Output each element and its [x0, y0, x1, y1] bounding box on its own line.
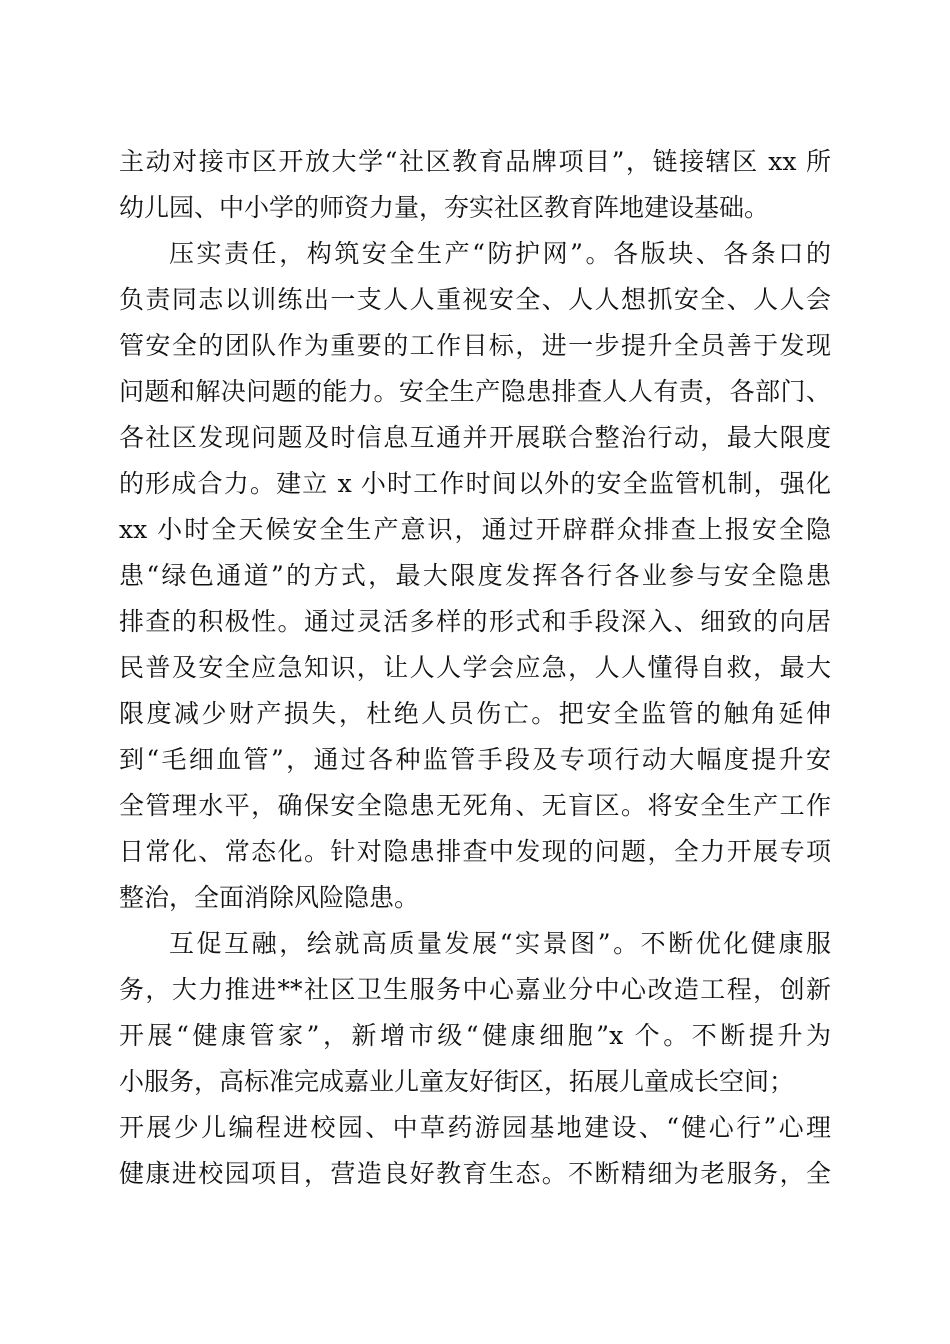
text-line-13: 限度减少财产损失，杜绝人员伤亡。把安全监管的触角延伸: [119, 699, 831, 728]
text-line-15: 全管理水平，确保安全隐患无死角、无盲区。将安全生产工作: [119, 791, 831, 820]
text-line-10: 患“绿色通道”的方式，最大限度发挥各行各业参与安全隐患: [119, 561, 831, 590]
text-line-2: 幼儿园、中小学的师资力量，夯实社区教育阵地建设基础。: [119, 193, 770, 222]
text-line-5: 管安全的团队作为重要的工作目标，进一步提升全员善于发现: [119, 331, 831, 360]
text-line-8: 的形成合力。建立 x 小时工作时间以外的安全监管机制，强化: [119, 469, 831, 498]
text-line-4: 负责同志以训练出一支人人重视安全、人人想抓安全、人人会: [119, 285, 831, 314]
text-line-9: xx 小时全天候安全生产意识，通过开辟群众排查上报安全隐: [119, 515, 831, 544]
text-line-22: 开展少儿编程进校园、中草药游园基地建设、“健心行”心理: [119, 1113, 831, 1142]
text-line-17: 整治，全面消除风险隐患。: [119, 883, 420, 912]
text-line-23: 健康进校园项目，营造良好教育生态。不断精细为老服务，全: [119, 1159, 831, 1188]
text-line-1: 主动对接市区开放大学“社区教育品牌项目”，链接辖区 xx 所: [119, 147, 831, 176]
text-line-7: 各社区发现问题及时信息互通并开展联合整治行动，最大限度: [119, 423, 831, 452]
text-line-3: 压实责任，构筑安全生产“防护网”。各版块、各条口的: [169, 239, 831, 268]
text-line-21: 小服务，高标准完成嘉业儿童友好街区，拓展儿童成长空间；: [119, 1067, 795, 1096]
text-line-19: 务，大力推进**社区卫生服务中心嘉业分中心改造工程，创新: [119, 975, 831, 1004]
text-line-16: 日常化、常态化。针对隐患排查中发现的问题，全力开展专项: [119, 837, 831, 866]
text-line-18: 互促互融，绘就高质量发展“实景图”。不断优化健康服: [169, 929, 831, 958]
text-line-14: 到“毛细血管”，通过各种监管手段及专项行动大幅度提升安: [119, 745, 831, 774]
text-line-20: 开展“健康管家”，新增市级“健康细胞”x 个。不断提升为: [119, 1021, 831, 1050]
text-line-11: 排查的积极性。通过灵活多样的形式和手段深入、细致的向居: [119, 607, 831, 636]
text-line-12: 民普及安全应急知识，让人人学会应急，人人懂得自救，最大: [119, 653, 831, 682]
text-line-6: 问题和解决问题的能力。安全生产隐患排查人人有责，各部门、: [119, 377, 831, 406]
